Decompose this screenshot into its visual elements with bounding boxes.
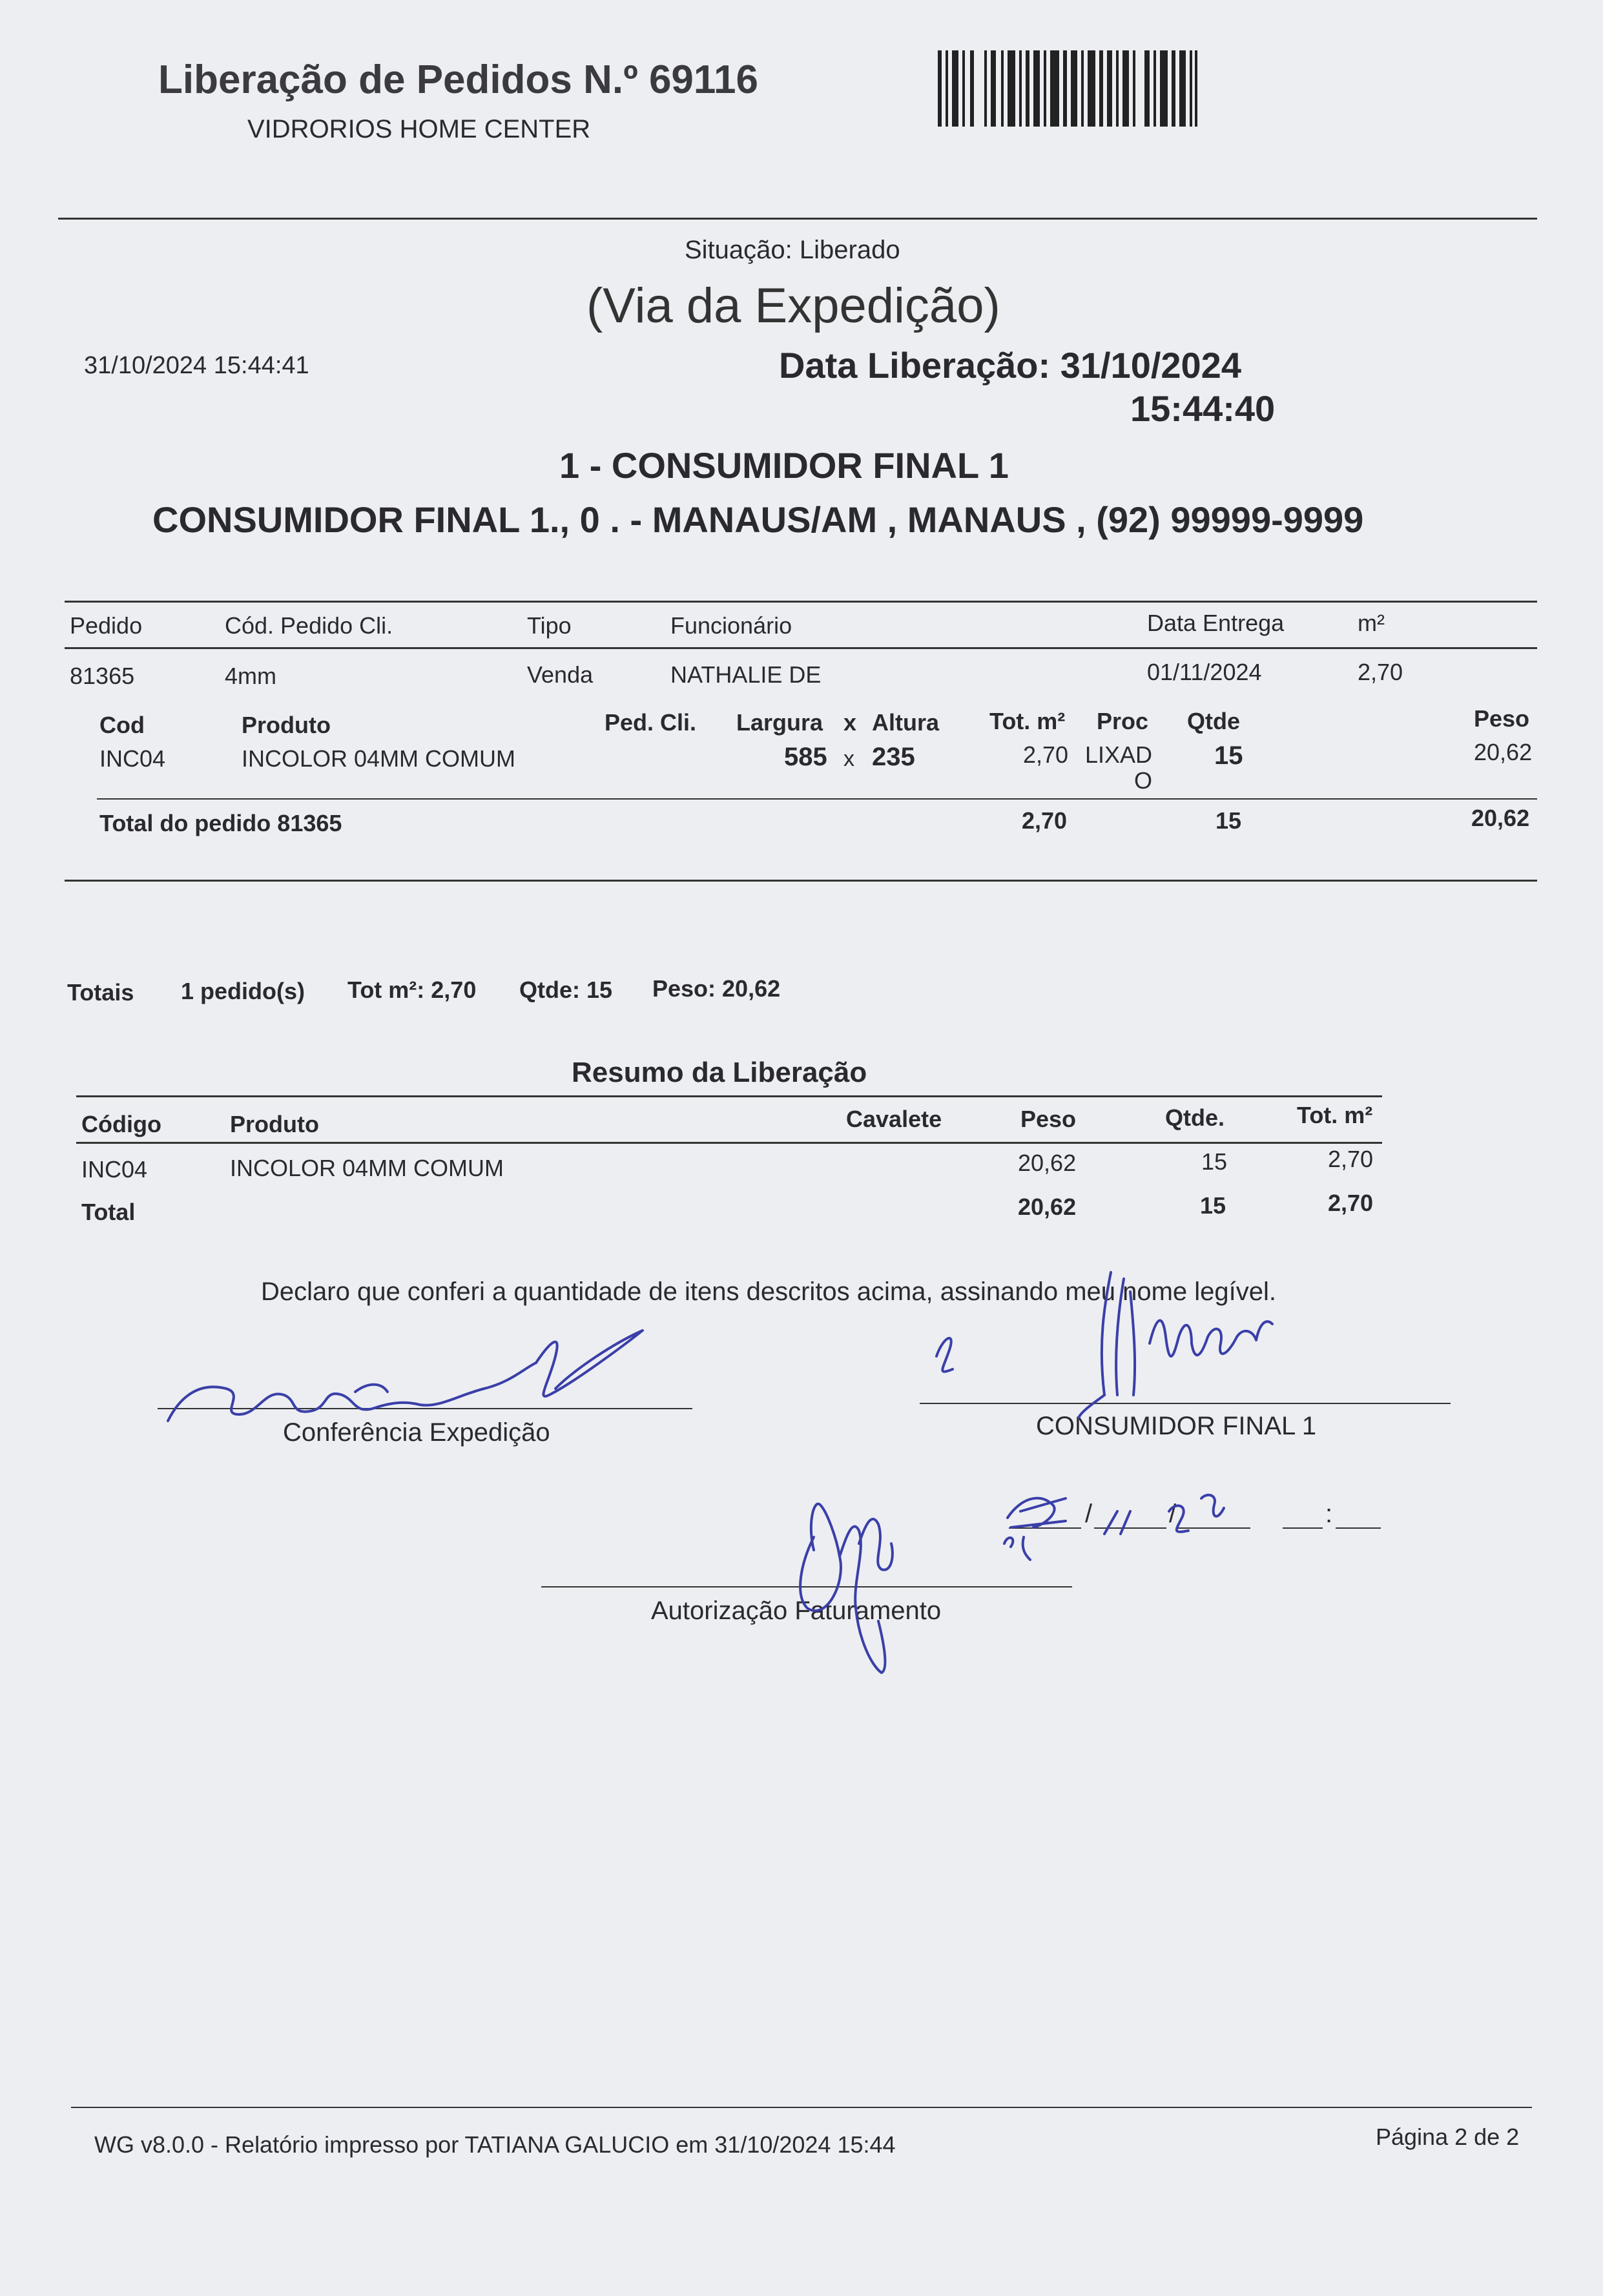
totais-pedidos: 1 pedido(s) — [181, 978, 305, 1004]
item-col-x: x — [843, 709, 857, 736]
totais-tot-m2: Tot m²: 2,70 — [347, 977, 477, 1003]
situacao-label: Situação: Liberado — [685, 236, 900, 264]
footer-rule — [71, 2107, 1532, 2108]
client-address: CONSUMIDOR FINAL 1., 0 . - MANAUS/AM , MANAUS , (92) 99999-9999 — [152, 499, 1364, 540]
resumo-col-produto: Produto — [230, 1111, 319, 1137]
handwritten-date — [995, 1473, 1292, 1563]
order-data-entrega: 01/11/2024 — [1147, 659, 1262, 685]
date-separator-1: / — [1085, 1500, 1093, 1528]
item-qtde: 15 — [1214, 741, 1243, 770]
order-cod-pedido-cli: 4mm — [225, 663, 276, 689]
barcode — [938, 50, 1197, 127]
resumo-col-qtde: Qtde. — [1165, 1104, 1225, 1131]
col-funcionario: Funcionário — [670, 612, 792, 639]
item-proc-line1: LIXAD — [1085, 741, 1153, 768]
totais-qtde: Qtde: 15 — [519, 977, 613, 1003]
resumo-col-tot-m2: Tot. m² — [1297, 1102, 1373, 1128]
client-line: 1 - CONSUMIDOR FINAL 1 — [559, 445, 1009, 486]
footer-page-number: Página 2 de 2 — [1376, 2124, 1520, 2150]
resumo-title: Resumo da Liberação — [572, 1057, 867, 1088]
resumo-total-qtde: 15 — [1200, 1192, 1226, 1219]
item-proc-line2: O — [1134, 767, 1153, 794]
time-separator: : — [1325, 1500, 1333, 1528]
order-m2: 2,70 — [1358, 659, 1403, 685]
resumo-col-codigo: Código — [81, 1111, 161, 1137]
order-total-tot-m2: 2,70 — [1022, 807, 1068, 834]
printed-datetime: 31/10/2024 15:44:41 — [84, 352, 309, 379]
consumidor-label: CONSUMIDOR FINAL 1 — [1036, 1412, 1317, 1440]
conferencia-label: Conferência Expedição — [283, 1418, 550, 1447]
order-total-peso: 20,62 — [1471, 805, 1530, 831]
order-header-rule — [65, 647, 1537, 649]
col-cod-pedido-cli: Cód. Pedido Cli. — [225, 612, 393, 639]
autorizacao-label: Autorização Faturamento — [651, 1597, 942, 1625]
document-title: Liberação de Pedidos N.º 69116 — [158, 57, 758, 102]
conferencia-signature — [161, 1318, 652, 1434]
resumo-produto: INCOLOR 04MM COMUM — [230, 1155, 504, 1181]
resumo-header-rule — [76, 1142, 1382, 1144]
item-col-largura: Largura — [736, 709, 823, 736]
order-total-qtde: 15 — [1215, 807, 1242, 834]
declaration-text: Declaro que conferi a quantidade de itens descritos acima, assinando meu nome legível. — [261, 1277, 1277, 1306]
item-col-ped-cli: Ped. Cli. — [605, 709, 697, 736]
resumo-qtde: 15 — [1201, 1148, 1228, 1175]
time-minute-line — [1336, 1527, 1381, 1529]
item-total-rule — [97, 798, 1537, 800]
item-largura: 585 — [784, 743, 827, 771]
resumo-codigo: INC04 — [81, 1156, 148, 1183]
autorizacao-signature — [775, 1485, 930, 1679]
col-pedido: Pedido — [70, 612, 143, 639]
date-separator-2: / — [1169, 1500, 1177, 1528]
order-pedido: 81365 — [70, 663, 135, 689]
item-x: x — [843, 747, 854, 771]
col-m2: m² — [1358, 610, 1385, 636]
item-cod: INC04 — [99, 745, 166, 772]
totais-label: Totais — [67, 979, 134, 1006]
item-tot-m2: 2,70 — [1023, 741, 1069, 768]
item-col-proc: Proc — [1097, 708, 1149, 734]
order-tipo: Venda — [527, 661, 594, 688]
item-produto: INCOLOR 04MM COMUM — [242, 745, 516, 772]
totais-peso: Peso: 20,62 — [652, 975, 781, 1002]
data-liberacao: Data Liberação: 31/10/2024 — [779, 345, 1241, 386]
footer-printed-by: WG v8.0.0 - Relatório impresso por TATIANA GALUCIO em 31/10/2024 15:44 — [94, 2131, 896, 2158]
item-peso: 20,62 — [1474, 739, 1533, 765]
item-col-cod: Cod — [99, 712, 145, 738]
consumidor-signature — [917, 1266, 1305, 1421]
item-col-qtde: Qtde — [1187, 708, 1241, 734]
order-total-label: Total do pedido 81365 — [99, 810, 342, 836]
via-title: (Via da Expedição) — [586, 278, 1000, 333]
col-tipo: Tipo — [527, 612, 572, 639]
resumo-total-label: Total — [81, 1199, 136, 1225]
order-table-bottom-rule — [65, 880, 1537, 882]
resumo-col-peso: Peso — [1020, 1106, 1077, 1132]
item-col-altura: Altura — [872, 709, 940, 736]
resumo-top-rule — [76, 1095, 1382, 1097]
header-divider — [58, 218, 1537, 220]
resumo-col-cavalete: Cavalete — [846, 1106, 942, 1132]
item-col-peso: Peso — [1474, 705, 1530, 732]
resumo-total-peso: 20,62 — [1018, 1194, 1077, 1220]
item-col-produto: Produto — [242, 712, 331, 738]
resumo-total-tot-m2: 2,70 — [1328, 1190, 1374, 1216]
order-table-top-rule — [65, 601, 1537, 603]
data-liberacao-time: 15:44:40 — [1130, 388, 1276, 429]
col-data-entrega: Data Entrega — [1147, 610, 1285, 636]
resumo-peso: 20,62 — [1018, 1150, 1077, 1176]
item-col-tot-m2: Tot. m² — [989, 708, 1066, 734]
order-funcionario: NATHALIE DE — [670, 661, 822, 688]
company-name: VIDRORIOS HOME CENTER — [247, 115, 591, 143]
resumo-tot-m2: 2,70 — [1328, 1146, 1374, 1172]
item-altura: 235 — [872, 743, 915, 771]
